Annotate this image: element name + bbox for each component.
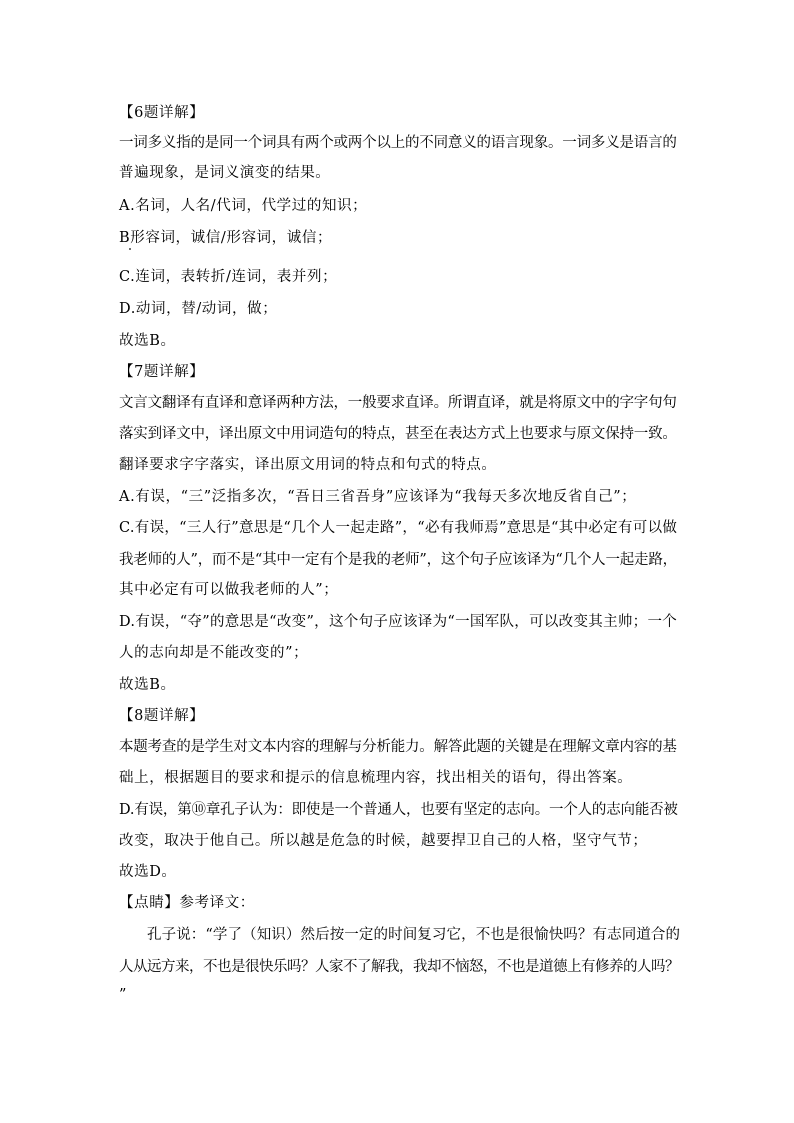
q6-heading: 【6题详解】 — [119, 105, 205, 121]
notes-paragraph-line-1: 孔子说：“学了（知识）然后按一定的时间复习它，不也是很愉快吗？有志同道合的 — [147, 927, 681, 943]
q6-option-b: B形容词，诚信/形容词，诚信； — [119, 230, 333, 246]
q8-intro-line-1: 本题考查的是学生对文本内容的理解与分析能力。解答此题的关键是在理解文章内容的基 — [119, 739, 677, 755]
q7-heading: 【7题详解】 — [119, 364, 205, 380]
stray-dot-mark — [129, 248, 131, 250]
q8-answer: 故选D。 — [119, 864, 177, 880]
q6-option-a: A.名词，人名/代词，代学过的知识； — [119, 198, 368, 214]
q7-option-a: A.有误，“三”泛指多次，“吾日三省吾身”应该译为“我每天多次地反省自己”； — [119, 489, 637, 505]
q7-intro-line-2: 落实到译文中，译出原文中用词造句的特点，甚至在表达方式上也要求与原文保持一致。 — [119, 426, 677, 442]
notes-paragraph-line-3: ” — [119, 987, 128, 1003]
q7-option-d-line-2: 人的志向却是不能改变的”； — [119, 645, 309, 661]
q7-answer: 故选B。 — [119, 677, 176, 693]
q7-intro-line-3: 翻译要求字字落实，译出原文用词的特点和句式的特点。 — [119, 457, 497, 473]
notes-paragraph-line-2: 人从远方来，不也是很快乐吗？人家不了解我，我却不恼怒，不也是道德上有修养的人吗？ — [119, 959, 679, 975]
q6-option-d: D.动词，替/动词，做； — [119, 301, 278, 317]
q7-intro-line-1: 文言文翻译有直译和意译两种方法，一般要求直译。所谓直译，就是将原文中的字字句句 — [119, 395, 677, 411]
q7-option-c-line-3: 其中必定有可以做我老师的人”； — [119, 582, 339, 598]
notes-heading: 【点睛】参考译文： — [119, 895, 255, 911]
q8-intro-line-2: 础上，根据题目的要求和提示的信息梳理内容，找出相关的语句，得出答案。 — [119, 770, 633, 786]
q6-intro-line-2: 普遍现象，是词义演变的结果。 — [119, 165, 331, 181]
q6-intro-line-1: 一词多义指的是同一个词具有两个或两个以上的不同意义的语言现象。一词多义是语言的 — [119, 135, 677, 151]
q6-option-c: C.连词，表转折/连词，表并列； — [119, 269, 338, 285]
q8-heading: 【8题详解】 — [119, 708, 205, 724]
q8-option-d-line-1: D.有误，第⑩章孔子认为：即使是一个普通人，也要有坚定的志向。一个人的志向能否被 — [119, 802, 678, 818]
q7-option-c-line-1: C.有误，“三人行”意思是“几个人一起走路”，“必有我师焉”意思是“其中必定有可以做 — [119, 520, 678, 536]
q8-option-d-line-2: 改变，取决于他自己。所以越是危急的时候，越要捍卫自己的人格，坚守气节； — [119, 833, 648, 849]
q7-option-c-line-2: 我老师的人”，而不是“其中一定有个是我的老师”，这个句子应该译为“几个人一起走路， — [119, 552, 677, 568]
q6-answer: 故选B。 — [119, 333, 176, 349]
q7-option-d-line-1: D.有误，“夺”的意思是“改变”，这个句子应该译为“一国军队，可以改变其主帅；一个 — [119, 614, 678, 630]
